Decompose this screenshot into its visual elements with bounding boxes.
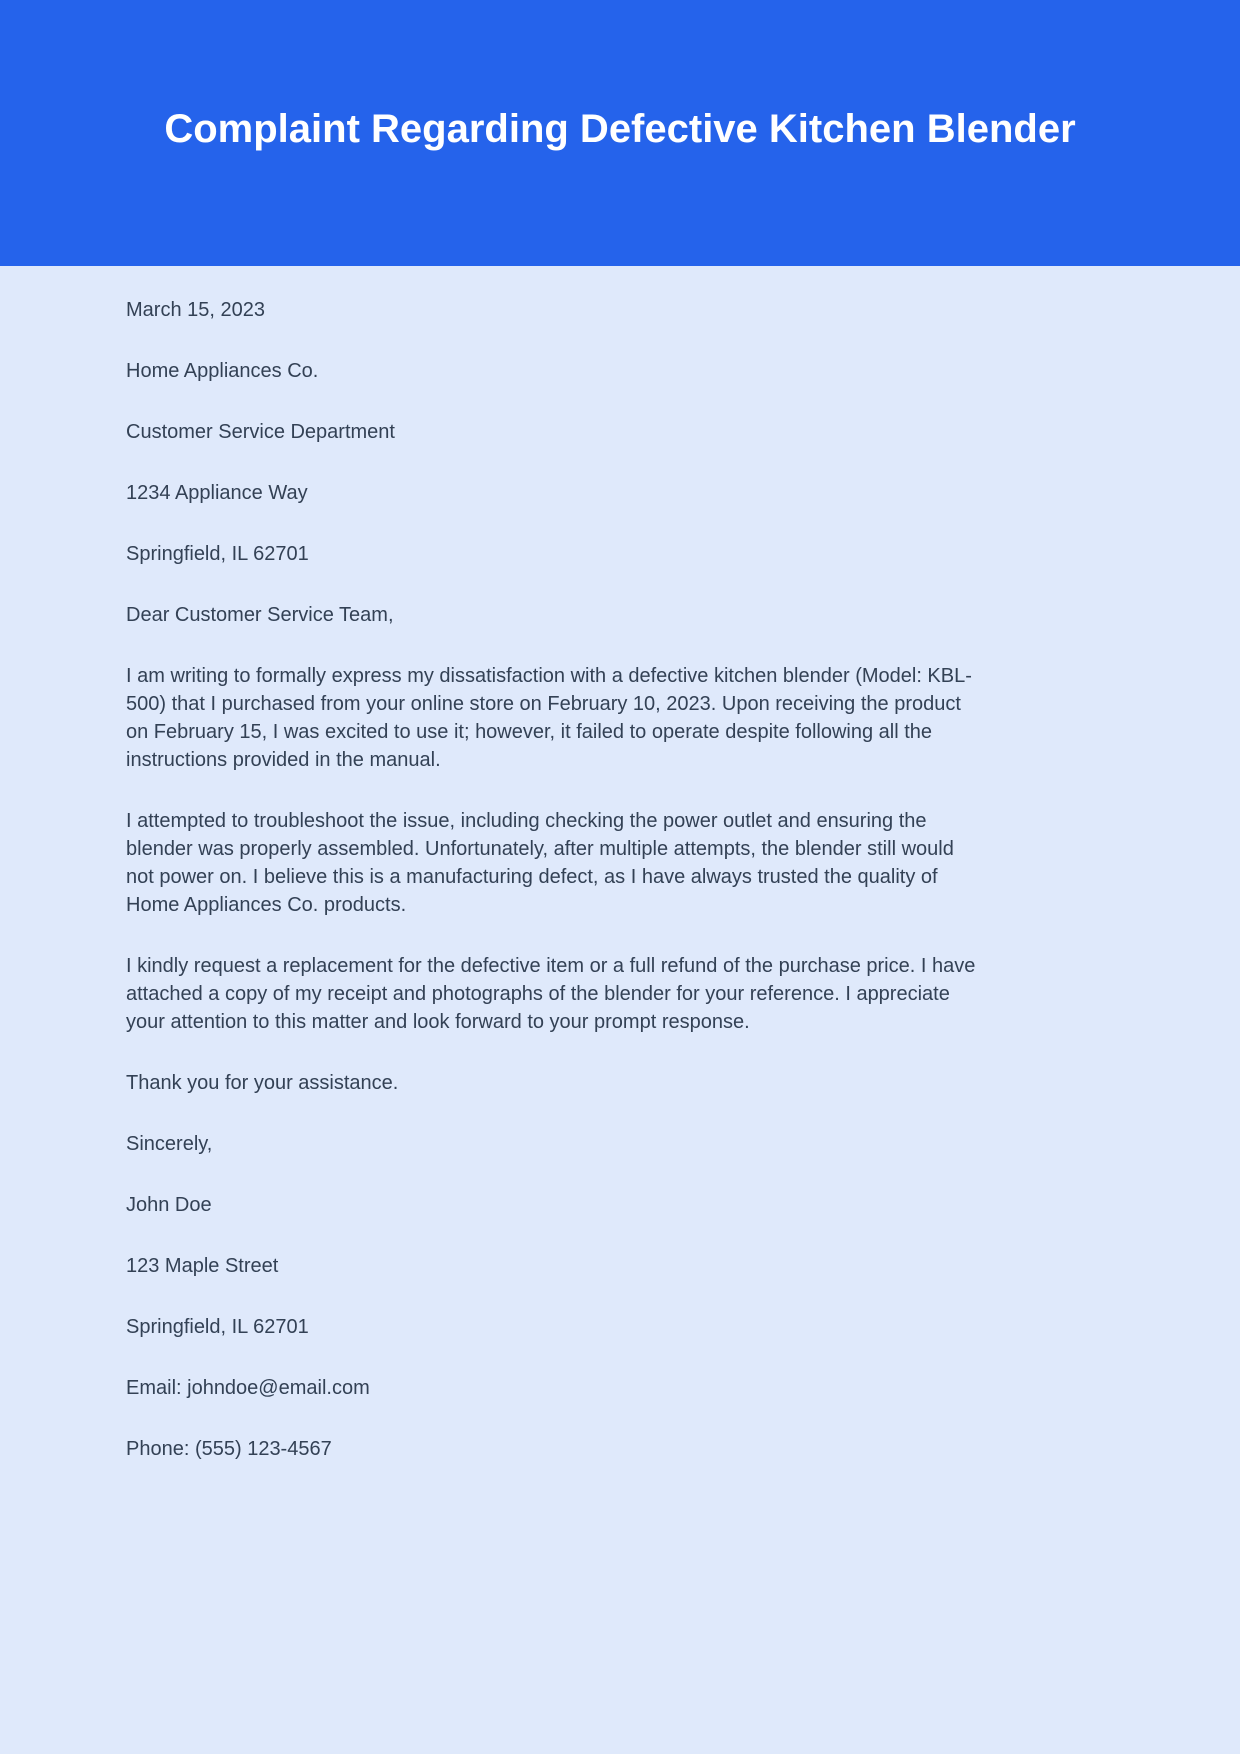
body-paragraph-3: I kindly request a replacement for the defective item or a full refund of the purchase price. I have attached a copy of my receipt and photographs of the blender for your reference. I appreciate your attention to this matter and look forward to your prompt response.: [126, 955, 976, 1033]
signature-name: John Doe: [126, 1194, 212, 1216]
recipient-street: 1234 Appliance Way: [126, 482, 308, 504]
body-paragraph-1: I am writing to formally express my dissatisfaction with a defective kitchen blender (Model: KBL-500) that I purchased from your online store on February 10, 2023. Upon receiving the product on February 15, I was excited to use it; however, it failed to operate despite following all the instructions provided in the manual.: [126, 665, 972, 771]
signature-street: 123 Maple Street: [126, 1255, 279, 1277]
recipient-city: Springfield, IL 62701: [126, 543, 309, 565]
letter-date: March 15, 2023: [126, 299, 265, 321]
recipient-company: Home Appliances Co.: [126, 360, 319, 382]
letter-body: [0, 266, 1110, 1463]
letter-title: Complaint Regarding Defective Kitchen Blender: [164, 106, 1076, 151]
salutation: Dear Customer Service Team,: [126, 604, 394, 626]
body-paragraph-2: I attempted to troubleshoot the issue, including checking the power outlet and ensuring the blender was properly assembled. Unfortunately, after multiple attempts, the blender still would not power on. I believe this is a manufacturing defect, as I have always trusted the quality of Home Appliances Co. products.: [126, 810, 954, 916]
signature-phone: Phone: (555) 123-4567: [126, 1438, 332, 1460]
recipient-department: Customer Service Department: [126, 421, 395, 443]
thanks-line: Thank you for your assistance.: [126, 1072, 399, 1094]
closing-line: Sincerely,: [126, 1133, 213, 1155]
signature-city: Springfield, IL 62701: [126, 1316, 309, 1338]
letter-header-banner: [0, 0, 1240, 266]
signature-email: Email: johndoe@email.com: [126, 1377, 370, 1399]
